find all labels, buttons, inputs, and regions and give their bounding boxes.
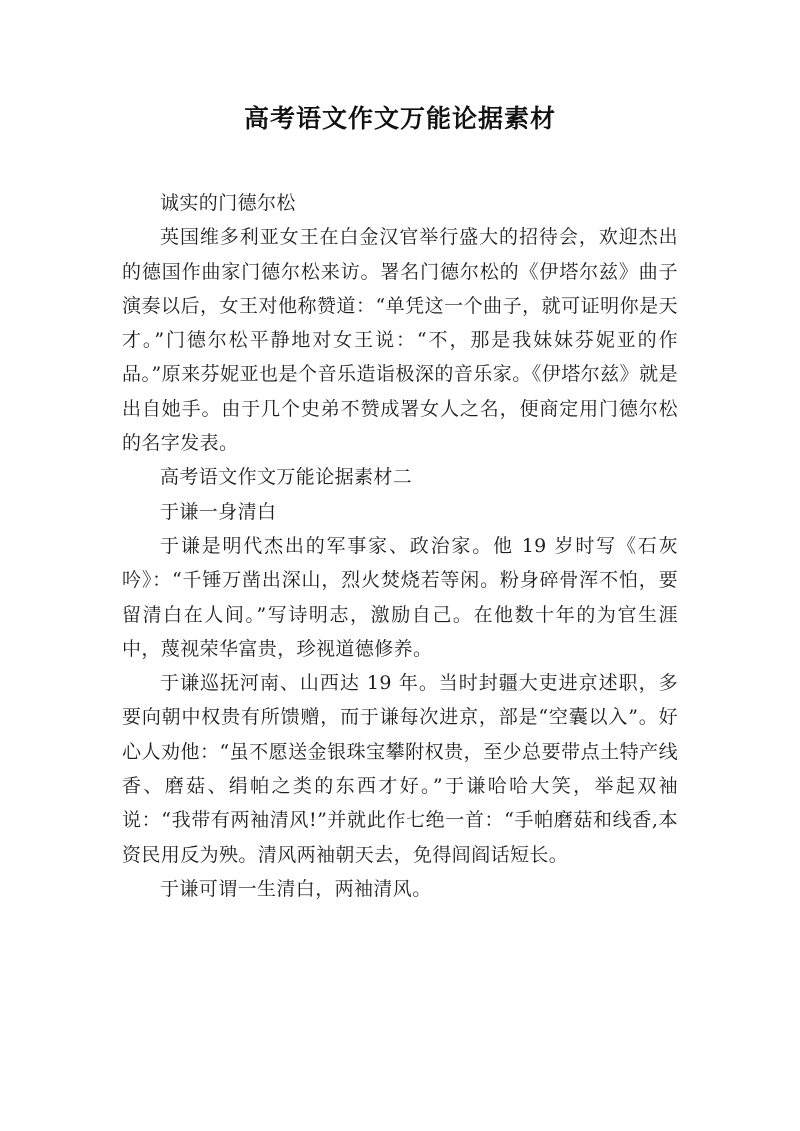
story-paragraph-yu-qian-sleeves: 于谦巡抚河南、山西达 19 年。当时封疆大吏进京述职，多要向朝中权贵有所馈赠，而于谦每次进京，部是“空囊以入”。好心人劝他：“虽不愿送金银珠宝攀附权贵，至少总要带点土特产线香、磨菇、绢帕之类的东西才好。”于谦哈哈大笑，举起双袖说：“我带有两袖清风!”并就此作七绝一首：“手帕磨菇和线香,本资民用反为殃。清风两袖朝天去，免得闾阎话短长。 (122, 672, 678, 866)
section-heading-yu-qian: 于谦一身清白 (160, 500, 277, 523)
story-paragraph-mendelssohn: 英国维多利亚女王在白金汉官举行盛大的招待会，欢迎杰出的德国作曲家门德尔松来访。署名门德尔松的《伊塔尔兹》曲子演奏以后，女王对他称赞道：“单凭这一个曲子，就可证明你是天才。”门德尔松平静地对女王说：“不，那是我妹妹芬妮亚的作品。”原来芬妮亚也是个音乐造诣极深的音乐家。《伊塔尔兹》就是出自她手。由于几个史弟不赞成署女人之名，便商定用门德尔松的名字发表。 (122, 226, 678, 455)
document-body (122, 186, 678, 906)
story-paragraph-yu-qian-poem: 于谦是明代杰出的军事家、政治家。他 19 岁时写《石灰吟》：“千锤万凿出深山，烈火焚烧若等闲。粉身碎骨浑不怕，要留清白在人间。”写诗明志，激励自己。在他数十年的为官生涯中，蔑视荣华富贵，珍视道德修养。 (122, 534, 678, 660)
conclusion-paragraph: 于谦可谓一生清白，两袖清风。 (160, 877, 432, 900)
document-title: 高考语文作文万能论据素材 (243, 104, 556, 133)
section-heading-honest-mendelssohn: 诚实的门德尔松 (160, 192, 296, 214)
section-heading-part-two: 高考语文作文万能论据素材二 (160, 466, 413, 489)
